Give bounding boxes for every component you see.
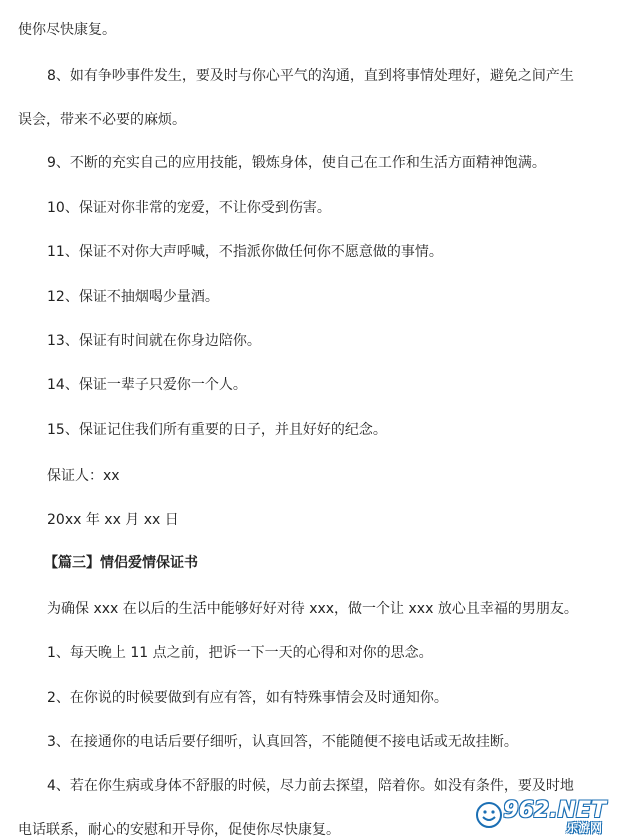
text-line: 8、如有争吵事件发生，要及时与你心平气的沟通，直到将事情处理好，避免之间产生 <box>47 68 574 84</box>
text-line: 15、保证记住我们所有重要的日子，并且好好的纪念。 <box>47 422 387 438</box>
smiley-logo-icon <box>474 800 504 830</box>
text-line: 4、若在你生病或身体不舒服的时候，尽力前去探望，陪着你。如没有条件，要及时地 <box>47 778 574 794</box>
text-line: 1、每天晚上 11 点之前，把诉一下一天的心得和对你的思念。 <box>47 645 433 661</box>
text-line: 为确保 xxx 在以后的生活中能够好好对待 xxx，做一个让 xxx 放心且幸福的男朋友。 <box>47 601 578 617</box>
text-line: 2、在你说的时候要做到有应有答，如有特殊事情会及时通知你。 <box>47 690 448 706</box>
watermark-brand: 乐游网 <box>565 821 602 835</box>
text-line: 14、保证一辈子只爱你一个人。 <box>47 377 247 393</box>
text-line: 13、保证有时间就在你身边陪你。 <box>47 333 261 349</box>
watermark-domain: 962.NET <box>503 798 606 823</box>
text-line: 3、在接通你的电话后要仔细听，认真回答，不能随便不接电话或无故挂断。 <box>47 734 518 750</box>
site-watermark <box>474 800 614 836</box>
section-heading: 【篇三】情侣爱情保证书 <box>44 555 198 571</box>
text-line: 12、保证不抽烟喝少量酒。 <box>47 289 219 305</box>
text-line: 10、保证对你非常的宠爱，不让你受到伤害。 <box>47 200 331 216</box>
text-line: 误会，带来不必要的麻烦。 <box>18 112 186 128</box>
text-line: 使你尽快康复。 <box>18 22 116 38</box>
signer-line: 保证人：xx <box>47 468 120 484</box>
text-line: 9、不断的充实自己的应用技能，锻炼身体，使自己在工作和生活方面精神饱满。 <box>47 155 546 171</box>
date-line: 20xx 年 xx 月 xx 日 <box>47 512 179 528</box>
text-line: 电话联系，耐心的安慰和开导你，促使你尽快康复。 <box>18 822 340 838</box>
text-line: 11、保证不对你大声呼喊，不指派你做任何你不愿意做的事情。 <box>47 244 443 260</box>
